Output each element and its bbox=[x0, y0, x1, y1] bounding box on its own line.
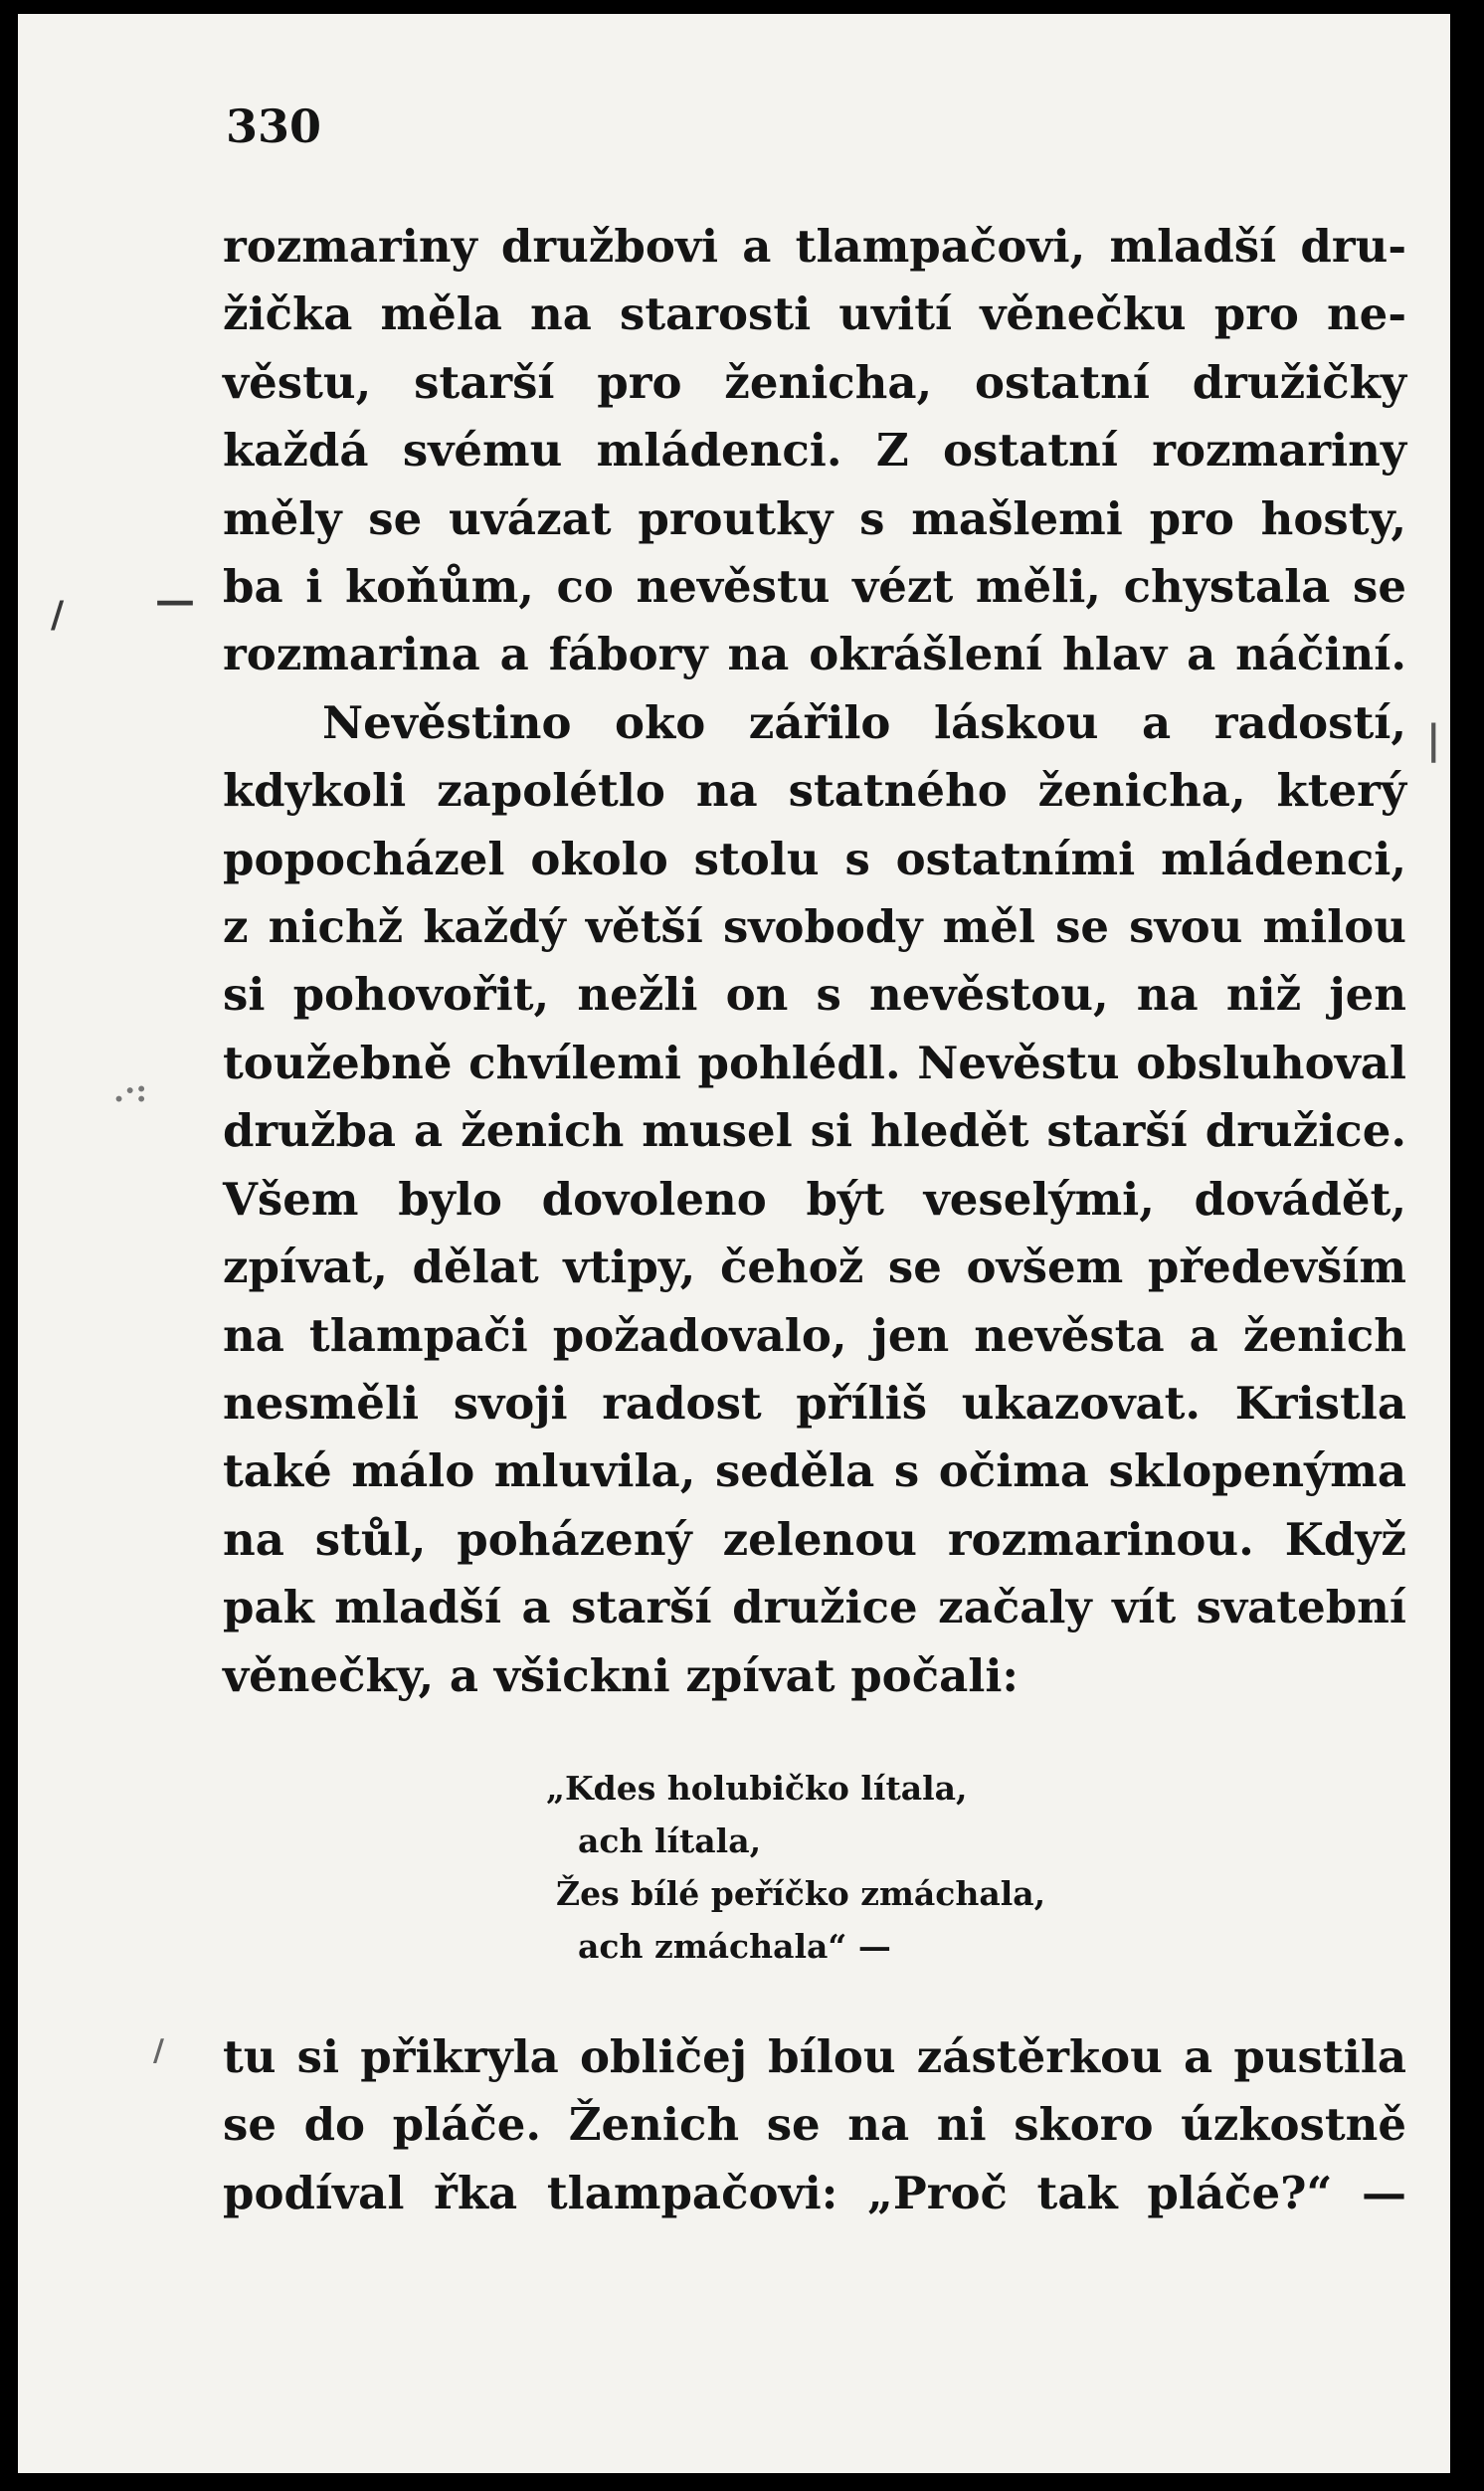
text-line: si pohovořit, nežli on s nevěstou, na niž jen bbox=[223, 968, 1406, 1022]
text-line: každá svému mládenci. Z ostatní rozmariny bbox=[223, 424, 1406, 478]
margin-mark: / bbox=[153, 2033, 164, 2068]
text-line: žička měla na starosti uvití věnečku pro ne- bbox=[223, 287, 1406, 341]
text-line: na tlampači požadovalo, jen nevěsta a ženich bbox=[223, 1308, 1406, 1362]
text-line: z nichž každý větší svobody měl se svou milou bbox=[223, 900, 1406, 954]
text-line: měly se uvázat proutky s mašlemi pro hosty, bbox=[223, 491, 1406, 545]
text-line: podíval řka tlampačovi: „Proč tak pláče?“ — bbox=[223, 2166, 1406, 2219]
margin-mark: | bbox=[1426, 716, 1441, 763]
verse-line: ach lítala, bbox=[578, 1821, 762, 1860]
text-line: rozmariny družbovi a tlampačovi, mladší dru- bbox=[223, 220, 1406, 273]
text-line: ba i koňům, co nevěstu vézt měli, chystala se bbox=[223, 560, 1406, 614]
page-number: 330 bbox=[226, 99, 322, 153]
text-line: na stůl, poházený zelenou rozmarinou. Když bbox=[223, 1512, 1406, 1566]
verse-line: „Kdes holubičko lítala, bbox=[546, 1769, 968, 1808]
text-line: tu si přikryla obličej bílou zástěrkou a pustila bbox=[223, 2030, 1406, 2083]
text-line: pak mladší a starší družice začaly vít svatební bbox=[223, 1581, 1406, 1634]
text-line: také málo mluvila, seděla s očima sklopenýma bbox=[223, 1444, 1406, 1498]
text-line: rozmarina a fábory na okrášlení hlav a náčiní. bbox=[223, 628, 1406, 681]
text-line: toužebně chvílemi pohlédl. Nevěstu obsluhoval bbox=[223, 1036, 1406, 1089]
margin-mark: / bbox=[51, 594, 65, 636]
paragraph-1 bbox=[223, 213, 1406, 1710]
verse-line: Žes bílé peříčko zmáchala, bbox=[556, 1874, 1046, 1913]
text-line: kdykoli zapolétlo na statného ženicha, který bbox=[223, 764, 1406, 818]
song-verse bbox=[546, 1762, 1045, 1973]
margin-mark: .·: bbox=[113, 1071, 148, 1109]
text-line: věstu, starší pro ženicha, ostatní družičky bbox=[223, 355, 1406, 409]
text-line: nesměli svoji radost příliš ukazovat. Kristla bbox=[223, 1376, 1406, 1430]
paragraph-3 bbox=[223, 2023, 1406, 2227]
book-page bbox=[18, 14, 1450, 2473]
text-line: Nevěstino oko zářilo láskou a radostí, bbox=[322, 695, 1406, 749]
text-line: zpívat, dělat vtipy, čehož se ovšem především bbox=[223, 1241, 1406, 1294]
text-line: věnečky, a všickni zpívat počali: bbox=[223, 1648, 1020, 1702]
text-line: Všem bylo dovoleno být veselými, dovádět, bbox=[223, 1172, 1406, 1226]
verse-line: ach zmáchala“ — bbox=[578, 1927, 891, 1966]
margin-mark: — bbox=[155, 577, 195, 624]
text-line: popocházel okolo stolu s ostatními mládenci, bbox=[223, 832, 1406, 885]
text-line: družba a ženich musel si hledět starší družice. bbox=[223, 1104, 1406, 1158]
text-line: se do pláče. Ženich se na ni skoro úzkostně bbox=[223, 2098, 1406, 2152]
